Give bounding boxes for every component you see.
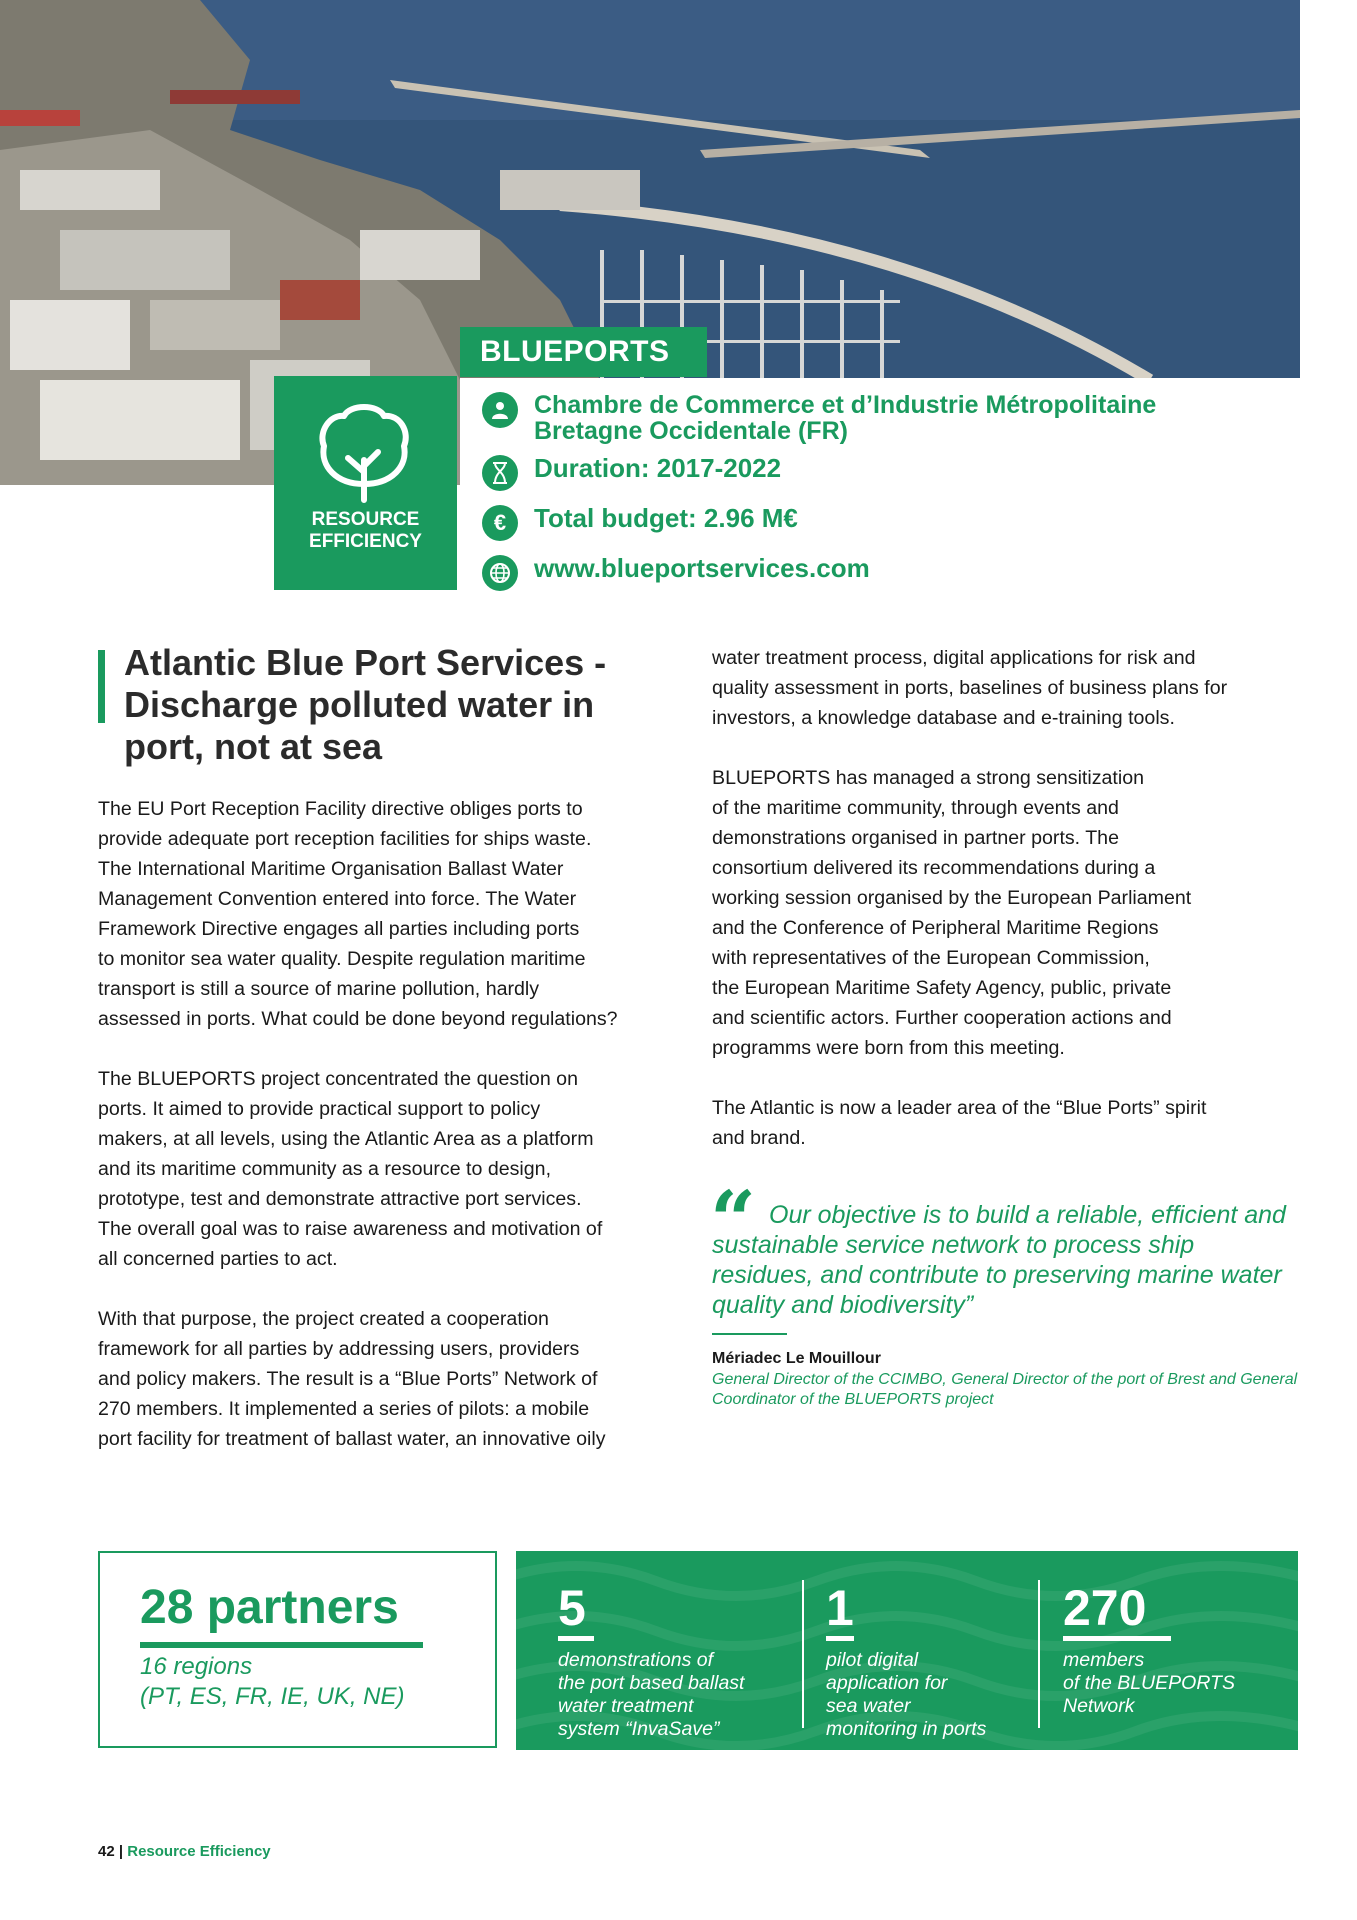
stat-divider (802, 1580, 804, 1728)
website-link[interactable]: www.blueportservices.com (534, 553, 870, 583)
badge-label-text: RESOURCE EFFICIENCY (309, 509, 422, 552)
website-row[interactable] (482, 555, 870, 591)
stat-underline (1063, 1636, 1171, 1641)
organisation-line1: Chambre de Commerce et d’Industrie Métropolitaine (534, 391, 1157, 419)
budget-text: Total budget: 2.96 M€ (534, 503, 798, 533)
stat-pilot (826, 1582, 1026, 1741)
right-column (712, 643, 1292, 1183)
paragraph: The BLUEPORTS project concentrated the question on ports. It aimed to provide practical support to policy makers, at all levels, using the Atlantic Area as a platform and its maritime community as a resource to design, prototype, test and demonstrate attractive port services. The overall goal was to raise awareness and motivation of all concerned parties to act. (98, 1068, 603, 1270)
organisation-line2: Bretagne Occidentale (FR) (534, 417, 848, 445)
paragraph: BLUEPORTS has managed a strong sensitization of the maritime community, through events and demonstrations organised in partner ports. The consortium delivered its recommendations during a working session organised by the European Parliament and the Conference of Peripheral Maritime Regions with representatives of the European Commission, the European Maritime Safety Agency, public, private and scientific actors. Further cooperation actions and programms were born from this meeting. (712, 767, 1192, 1059)
budget-row (482, 505, 798, 541)
section-name: Resource Efficiency (127, 1843, 271, 1860)
stat-number: 1 (826, 1580, 854, 1636)
paragraph: water treatment process, digital applications for risk and quality assessment in ports, baselines of business plans for investors, a knowledge database and e-training tools. (712, 647, 1228, 729)
globe-icon (482, 555, 518, 591)
pull-quote: Our objective is to build a reliable, efficient and sustainable service network to process ship residues, and contribute to preserving marine water quality and biodiversity” (712, 1201, 1286, 1319)
article-title: Atlantic Blue Port Services - Discharge polluted water in port, not at sea (124, 642, 607, 767)
stat-underline (558, 1636, 594, 1641)
duration-row (482, 455, 781, 491)
stat-underline (826, 1636, 854, 1641)
partners-underline (140, 1642, 423, 1648)
badge-label (274, 509, 457, 553)
stat-members (1063, 1582, 1283, 1718)
person-icon (482, 392, 518, 428)
organisation-row (482, 392, 1156, 444)
tree-icon (314, 400, 414, 504)
stat-description: pilot digital application for sea water monitoring in ports (826, 1649, 987, 1740)
euro-icon: € (482, 505, 518, 541)
quote-mark-icon: “ (710, 1173, 757, 1267)
category-badge (274, 376, 457, 590)
stat-demonstrations (558, 1582, 788, 1741)
quote-author: Mériadec Le Mouillour (712, 1350, 881, 1367)
stat-description: demonstrations of the port based ballast water treatment system “InvaSave” (558, 1649, 745, 1740)
page-number: 42 | (98, 1843, 124, 1860)
title-accent-bar (98, 650, 105, 723)
paragraph: The EU Port Reception Facility directive obliges ports to provide adequate port reception facilities for ships waste. The International Maritime Organisation Ballast Water Management Convention entered into force. The Water Framework Directive engages all parties including ports to monitor sea water quality. Despite regulation maritime transport is still a source of marine pollution, hardly assessed in ports. What could be done beyond regulations? (98, 798, 618, 1030)
duration-text: Duration: 2017-2022 (534, 453, 782, 483)
stat-description: members of the BLUEPORTS Network (1063, 1649, 1235, 1717)
stat-divider (1038, 1580, 1040, 1728)
partners-regions: 16 regions (PT, ES, FR, IE, UK, NE) (140, 1653, 405, 1710)
partners-count: 28 partners (140, 1581, 399, 1634)
left-column (98, 794, 688, 1484)
stat-number: 270 (1063, 1580, 1147, 1636)
project-tag: BLUEPORTS (460, 327, 707, 377)
paragraph: With that purpose, the project created a cooperation framework for all parties by addressing users, providers and policy makers. The result is a “Blue Ports” Network of 270 members. It implemented a series of pilots: a mobile port facility for treatment of ballast water, an innovative oily (98, 1308, 606, 1450)
stat-number: 5 (558, 1580, 586, 1636)
page-footer (98, 1843, 271, 1860)
quote-divider (712, 1333, 787, 1335)
paragraph: The Atlantic is now a leader area of the “Blue Ports” spirit and brand. (712, 1097, 1207, 1149)
quote-author-role: General Director of the CCIMBO, General Director of the port of Brest and General Coordinator of the BLUEPORTS project (712, 1371, 1298, 1408)
hourglass-icon (482, 455, 518, 491)
